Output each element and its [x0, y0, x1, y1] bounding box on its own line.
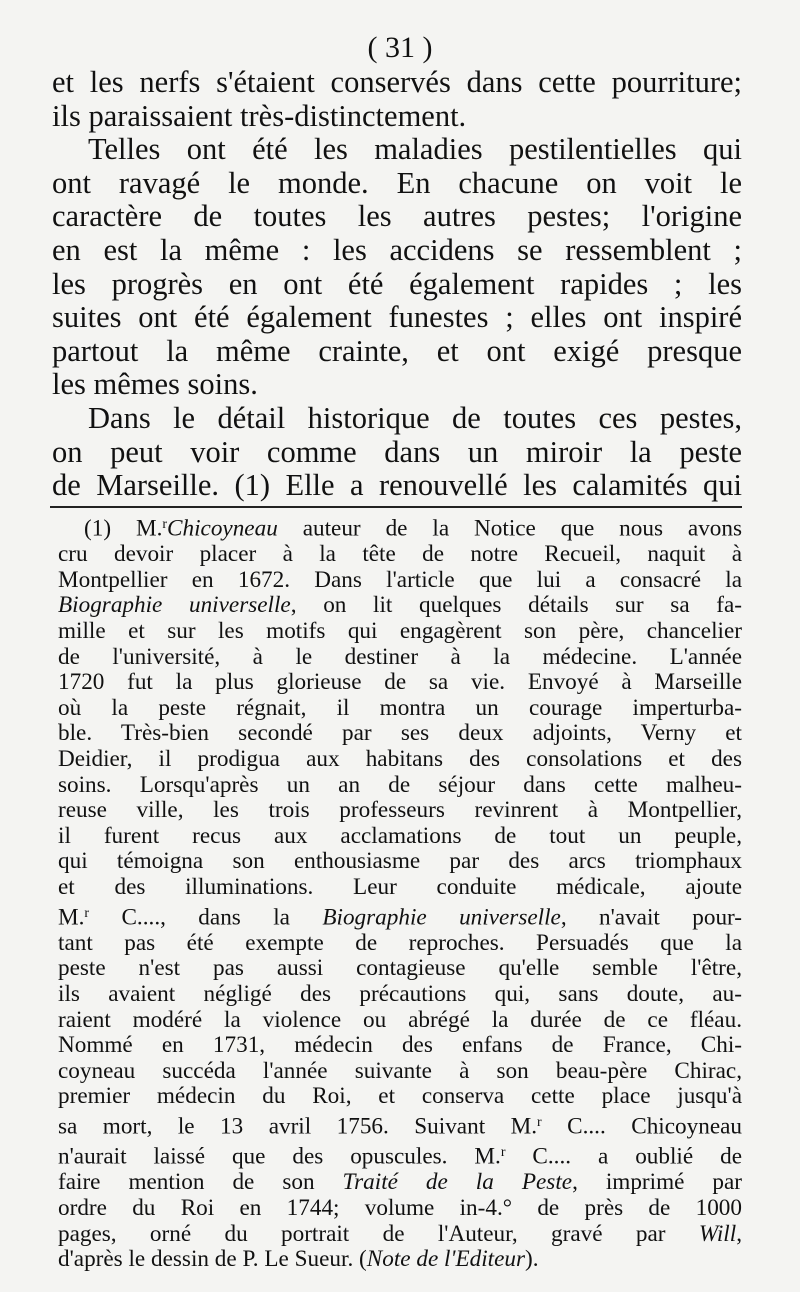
footnote-text: mille et sur les motifs qui engagèrent son père, chancelier — [58, 618, 742, 645]
footnote-line — [58, 542, 742, 568]
footnote-line — [58, 1059, 742, 1085]
main-text-line: de Marseille. (1) Elle a renouvellé les calamités qui — [52, 468, 742, 503]
footnote-text: (1) M. — [84, 515, 163, 542]
footnote-line — [58, 568, 742, 594]
footnote-line — [58, 512, 742, 542]
footnote-text: de l'université, à le destiner à la médecine. L'année — [58, 643, 742, 670]
footnote-text: , — [736, 1220, 742, 1247]
footnote-divider — [50, 506, 742, 508]
footnote-text: C.... Chicoyneau — [541, 1113, 742, 1140]
footnote-line — [58, 982, 742, 1008]
footnote-text: il furent recus aux acclamations de tout un peuple, — [58, 822, 742, 849]
main-text — [52, 66, 742, 503]
footnote-text: M. — [58, 904, 85, 931]
footnote-line — [58, 1247, 742, 1273]
page-number: ( 31 ) — [367, 31, 433, 64]
footnote-line — [58, 747, 742, 773]
footnote-text: ils avaient négligé des précautions qui, sans doute, au- — [58, 980, 742, 1007]
footnote-line — [58, 1196, 742, 1222]
footnote-text: sa mort, le 13 avril 1756. Suivant M. — [58, 1113, 538, 1140]
footnote-line — [58, 645, 742, 671]
footnote-text: qui témoigna son enthousiasme par des arcs triomphaux — [58, 848, 742, 875]
footnote-text: n'aurait laissé que des opuscules. M. — [58, 1143, 501, 1170]
footnote-line — [58, 956, 742, 982]
footnote-line — [58, 849, 742, 875]
footnote-text: raient modéré la violence ou abrégé la durée de ce fléau. — [58, 1006, 742, 1033]
footnote-text: , n'avait pour- — [560, 904, 743, 931]
footnote-superscript: r — [537, 1114, 542, 1130]
footnote-italic-text: Biographie universelle — [58, 592, 291, 619]
footnote-italic-text: Chicoyneau — [167, 515, 278, 542]
footnote-text: Montpellier en 1672. Dans l'article que lui a consacré la — [58, 566, 742, 593]
footnote — [58, 512, 742, 1273]
footnote-text: tant pas été exempte de reproches. Persuadés que la — [58, 929, 742, 956]
main-text-line: et les nerfs s'étaient conservés dans cette pourriture; — [52, 65, 742, 99]
main-text-line: les progrès en ont été également rapides ; les — [52, 266, 742, 301]
footnote-line — [58, 1222, 742, 1248]
footnote-line — [58, 1033, 742, 1059]
footnote-text: peste n'est pas aussi contagieuse qu'elle semble l'être, — [58, 955, 742, 982]
footnote-text: où la peste régnait, il montra un courage imperturba- — [58, 694, 742, 721]
footnote-line — [58, 1110, 742, 1140]
main-text-line: suites ont été également funestes ; elles ont inspiré — [52, 300, 742, 335]
footnote-superscript: r — [84, 905, 90, 921]
footnote-line — [58, 593, 742, 619]
footnote-text: et des illuminations. Leur conduite médicale, ajoute — [58, 873, 742, 900]
footnote-line — [58, 773, 742, 799]
main-text-line: on peut voir comme dans un miroir la peste — [52, 434, 742, 469]
footnote-text: ). — [525, 1246, 539, 1273]
footnote-text: d'après le dessin de P. Le Sueur. ( — [58, 1246, 367, 1273]
main-text-line: ils paraissaient très-distinctement. — [52, 98, 467, 133]
main-text-line: ont ravagé le monde. En chacune on voit le — [52, 165, 742, 200]
footnote-text: C.... a oublié de — [505, 1143, 742, 1170]
footnote-text: premier médecin du Roi, et conserva cette place jusqu'à — [58, 1083, 742, 1110]
footnote-line — [58, 1140, 742, 1170]
footnote-line — [58, 1084, 742, 1110]
footnote-line — [58, 696, 742, 722]
main-text-line: partout la même crainte, et ont exigé presque — [52, 333, 742, 368]
footnote-line — [58, 619, 742, 645]
footnote-text: cru devoir placer à la tête de notre Recueil, naquit à — [58, 541, 742, 568]
footnote-line — [58, 798, 742, 824]
footnote-line — [58, 931, 742, 957]
footnote-italic-text: Note de l'Editeur — [366, 1246, 526, 1273]
main-text-line: caractère de toutes les autres pestes; l'origine — [52, 199, 742, 234]
footnote-italic-text: Traité de la Peste — [342, 1169, 573, 1196]
footnote-line — [58, 824, 742, 850]
footnote-italic-text: Will — [698, 1220, 737, 1247]
main-text-line: Telles ont été les maladies pestilentielles qui — [88, 132, 742, 167]
footnote-text: 1720 fut la plus glorieuse de sa vie. Envoyé à Marseille — [58, 669, 742, 696]
footnote-text: , imprimé par — [572, 1169, 743, 1196]
footnote-line — [58, 670, 742, 696]
footnote-text: faire mention de son — [58, 1169, 343, 1196]
footnote-text: ble. Très-bien secondé par ses deux adjoints, Verny et — [58, 720, 742, 747]
footnote-text: coyneau succéda l'année suivante à son beau-père Chirac, — [58, 1057, 742, 1084]
footnote-line — [58, 901, 742, 931]
footnote-text: soins. Lorsqu'après un an de séjour dans cette malheu- — [58, 771, 742, 798]
footnote-text: reuse ville, les trois professeurs revinrent à Montpellier, — [58, 797, 742, 824]
footnote-text: Nommé en 1731, médecin des enfans de France, Chi- — [58, 1032, 742, 1059]
footnote-superscript: r — [162, 517, 168, 532]
footnote-line — [58, 721, 742, 747]
main-text-line: en est la même : les accidens se ressemblent ; — [52, 232, 742, 267]
footnote-superscript: r — [500, 1145, 506, 1161]
footnote-text: Deidier, il prodigua aux habitans des consolations et des — [58, 745, 742, 772]
footnote-text: ordre du Roi en 1744; volume in-4.° de près de 1000 — [58, 1195, 742, 1221]
footnote-line — [58, 1008, 742, 1034]
footnote-italic-text: Biographie universelle — [322, 904, 561, 931]
footnote-line — [58, 875, 742, 901]
main-text-line: Dans le détail historique de toutes ces pestes, — [88, 400, 742, 435]
footnote-text: pages, orné du portrait de l'Auteur, gravé par — [58, 1220, 699, 1247]
main-text-line: les mêmes soins. — [52, 367, 258, 402]
footnote-text: C...., dans la — [89, 904, 323, 931]
footnote-text: auteur de la Notice que nous avons — [277, 515, 743, 542]
footnote-text: , on lit quelques détails sur sa fa- — [290, 592, 743, 619]
footnote-line — [58, 1170, 742, 1196]
